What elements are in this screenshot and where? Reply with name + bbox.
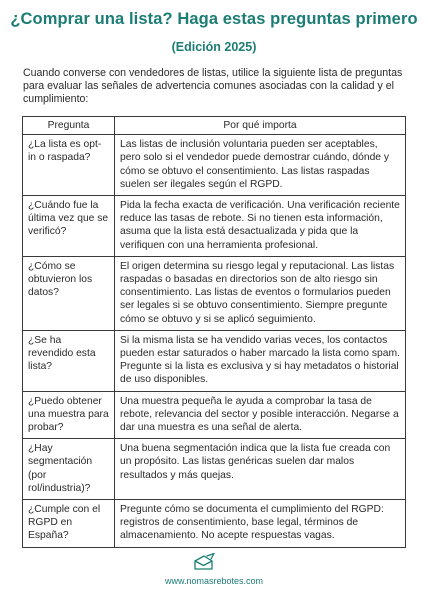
table-row [23,330,406,391]
reason-cell: Pregunte cómo se documenta el cumplimiento del RGPD: registros de consentimiento, base legal, términos de almacenamiento. No acepte respuestas vagas. [115,500,406,548]
table-row [23,500,406,548]
reason-cell: Una muestra pequeña le ayuda a comprobar la tasa de rebote, relevancia del sector y posible interacción. Negarse a dar una muestra es una señal de alerta. [115,391,406,439]
reason-cell: Una buena segmentación indica que la lista fue creada con un propósito. Las listas genéricas suelen dar malos resultados y más quejas. [115,439,406,500]
reason-cell: Pida la fecha exacta de verificación. Una verificación reciente reduce las tasas de rebote. Si no tienen esta información, asuma que la lista está desactualizada y pida que la verifiquen con una herramienta profesional. [115,196,406,257]
question-cell: ¿Cuándo fue la última vez que se verificó? [23,196,115,257]
questions-table [22,116,406,548]
table-row [23,391,406,439]
table-row [23,439,406,500]
table-row [23,196,406,257]
page-title: ¿Comprar una lista? Haga estas preguntas primero [10,10,418,28]
question-cell: ¿Puedo obtener una muestra para probar? [23,391,115,439]
table-row [23,256,406,330]
question-cell: ¿Cumple con el RGPD en España? [23,500,115,548]
question-cell: ¿Cómo se obtuvieron los datos? [23,256,115,330]
intro-paragraph: Cuando converse con vendedores de listas, utilice la siguiente lista de preguntas para evaluar las señales de advertencia comunes asociadas con la calidad y el cumplimiento: [23,67,403,106]
question-cell: ¿La lista es opt-in o raspada? [23,135,115,196]
table-header-row [23,117,406,135]
reason-cell: El origen determina su riesgo legal y reputacional. Las listas raspadas o basadas en directorios son de alto riesgo sin consentimiento. Las listas de eventos o formularios pueden ser legales si se obtuvo consentimiento. Siempre pregunte cómo se obtuvo y si se aplicó seguimiento. [115,256,406,330]
table-row [23,135,406,196]
envelope-plane-icon [192,552,216,572]
edition-subtitle: (Edición 2025) [171,40,257,54]
question-cell: ¿Se ha revendido esta lista? [23,330,115,391]
website-link[interactable]: www.nomasrebotes.com [164,576,264,586]
column-header-reason: Por qué importa [115,117,406,135]
reason-cell: Si la misma lista se ha vendido varias veces, los contactos pueden estar saturados o haber marcado la lista como spam. Pregunte si la lista es exclusiva y si hay metadatos o historial de uso disponibles. [115,330,406,391]
column-header-question: Pregunta [23,117,115,135]
reason-cell: Las listas de inclusión voluntaria pueden ser aceptables, pero solo si el vendedor puede demostrar cuándo, dónde y cómo se obtuvo el consentimiento. Las listas raspadas suelen ser ilegales según el RGPD. [115,135,406,196]
question-cell: ¿Hay segmentación (por rol/industria)? [23,439,115,500]
